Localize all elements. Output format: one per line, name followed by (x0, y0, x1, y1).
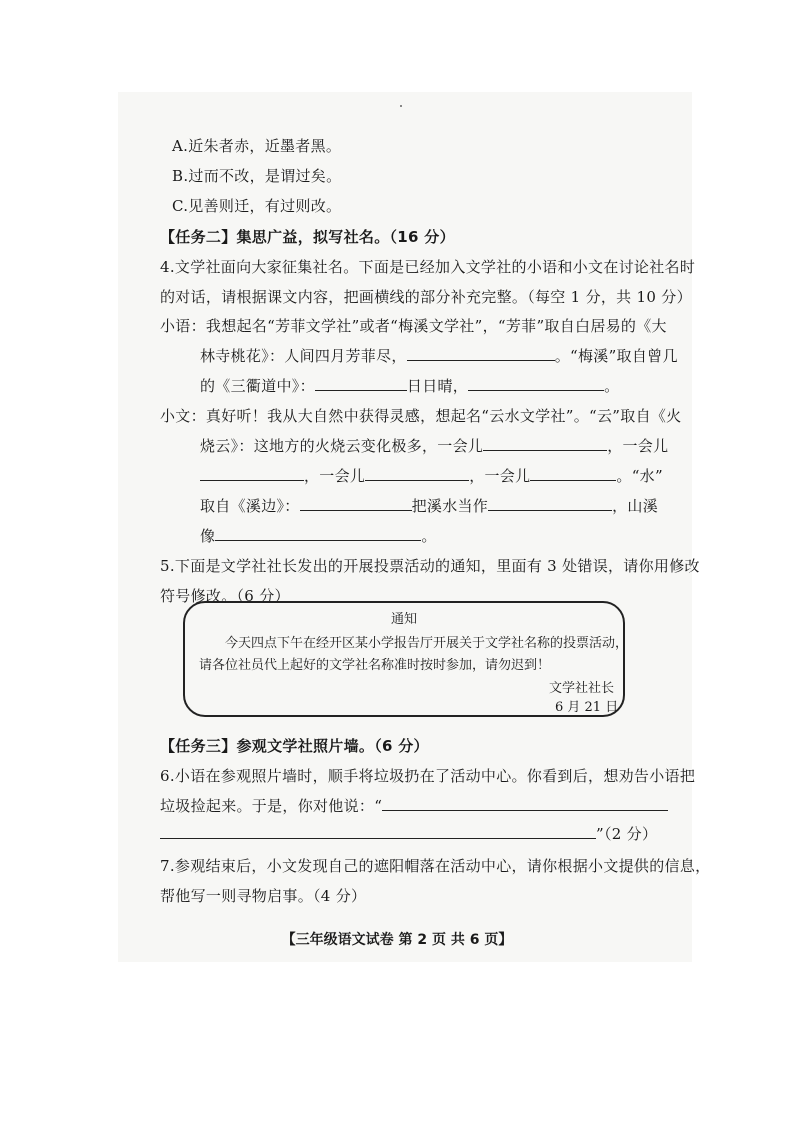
option-a: A.近朱者赤，近墨者黑。 (172, 137, 342, 155)
answer-blank-10[interactable] (215, 526, 421, 541)
notice-box (183, 601, 629, 717)
answer-blank-9[interactable] (488, 496, 612, 511)
answer-blank-11[interactable] (382, 796, 668, 811)
q4-line2: 的对话，请根据课文内容，把画横线的部分补充完整。（每空 1 分，共 10 分） (160, 288, 692, 306)
xiaoyu-line2-tail: 。“梅溪”取自曾几 (554, 347, 678, 365)
xiaowen-line4-tail: ，山溪 (612, 497, 659, 515)
xiaowen-line3-tail: 。“水” (616, 467, 663, 485)
q5-line1: 5.下面是文学社社长发出的开展投票活动的通知，里面有 3 处错误，请你用修改 (160, 557, 700, 575)
q6-line2-text: 垃圾捡起来。于是，你对他说：“ (160, 797, 383, 815)
option-c: C.见善则迁，有过则改。 (172, 197, 342, 215)
notice-body-line2: 请各位社员代上起好的文学社名称准时按时参加，请勿迟到！ (199, 658, 551, 673)
xiaoyu-line3-mid: 日日晴， (406, 377, 469, 395)
notice-body-line1: 今天四点下午在经开区某小学报告厅开展关于文学社名称的投票活动， (225, 636, 629, 651)
option-b: B.过而不改，是谓过矣。 (172, 167, 342, 185)
page-footer: 【三年级语文试卷 第 2 页 共 6 页】 (281, 932, 513, 948)
answer-blank-12[interactable] (160, 824, 596, 839)
task3-heading: 【任务三】参观文学社照片墙。（6 分） (160, 737, 429, 755)
q6-line3-end: ”（2 分） (596, 825, 658, 843)
q5-line2: 符号修改。（6 分） (160, 587, 290, 605)
notice-title: 通知 (391, 612, 418, 627)
answer-blank-5[interactable] (200, 466, 304, 481)
q7-line2: 帮他写一则寻物启事。（4 分） (160, 887, 367, 905)
notice-signer: 文学社社长 (549, 681, 615, 696)
xiaoyu-line1: 小语：我想起名“芳菲文学社”或者“梅溪文学社”，“芳菲”取自白居易的《大 (160, 317, 667, 335)
answer-blank-2[interactable] (315, 376, 407, 391)
answer-blank-6[interactable] (365, 466, 469, 481)
xiaoyu-line2 (200, 346, 678, 366)
xiaowen-line3-text: ，一会儿 (304, 467, 366, 485)
answer-blank-8[interactable] (300, 496, 412, 511)
scan-speck (400, 105, 402, 107)
answer-blank-1[interactable] (407, 346, 555, 361)
xiaowen-line4-text: 取自《溪边》： (200, 497, 300, 515)
xiaowen-line3-mid: ，一会儿 (469, 467, 531, 485)
q7-line1: 7.参观结束后，小文发现自己的遮阳帽落在活动中心，请你根据小文提供的信息， (160, 857, 711, 875)
xiaowen-line1: 小文：真好听！我从大自然中获得灵感，想起名“云水文学社”。“云”取自《火 (160, 407, 682, 425)
answer-blank-4[interactable] (483, 436, 607, 451)
task2-heading: 【任务二】集思广益，拟写社名。（16 分） (160, 228, 455, 246)
xiaowen-line2 (200, 436, 668, 456)
xiaowen-line5-tail: 。 (421, 527, 437, 545)
q6-line1: 6.小语在参观照片墙时，顺手将垃圾扔在了活动中心。你看到后，想劝告小语把 (160, 767, 696, 785)
answer-blank-7[interactable] (530, 466, 616, 481)
q6-line2 (160, 796, 668, 816)
xiaowen-line2-tail: ，一会儿 (607, 437, 669, 455)
xiaowen-line5 (200, 526, 437, 546)
notice-date: 6 月 21 日 (555, 700, 619, 715)
xiaoyu-line2-text: 林寺桃花》：人间四月芳菲尽， (200, 347, 407, 365)
answer-blank-3[interactable] (468, 376, 604, 391)
xiaoyu-line3 (200, 376, 619, 396)
xiaoyu-line3-tail: 。 (604, 377, 620, 395)
xiaowen-line3 (200, 466, 663, 486)
q4-line1: 4.文学社面向大家征集社名。下面是已经加入文学社的小语和小文在讨论社名时 (160, 258, 696, 276)
xiaowen-line4-mid: 把溪水当作 (411, 497, 489, 515)
xiaowen-line4 (200, 496, 658, 516)
xiaoyu-line3-text: 的《三衢道中》： (200, 377, 315, 395)
xiaowen-line2-text: 烧云》：这地方的火烧云变化极多，一会儿 (200, 437, 484, 455)
q6-line3 (160, 824, 657, 844)
xiaowen-line5-text: 像 (200, 527, 216, 545)
